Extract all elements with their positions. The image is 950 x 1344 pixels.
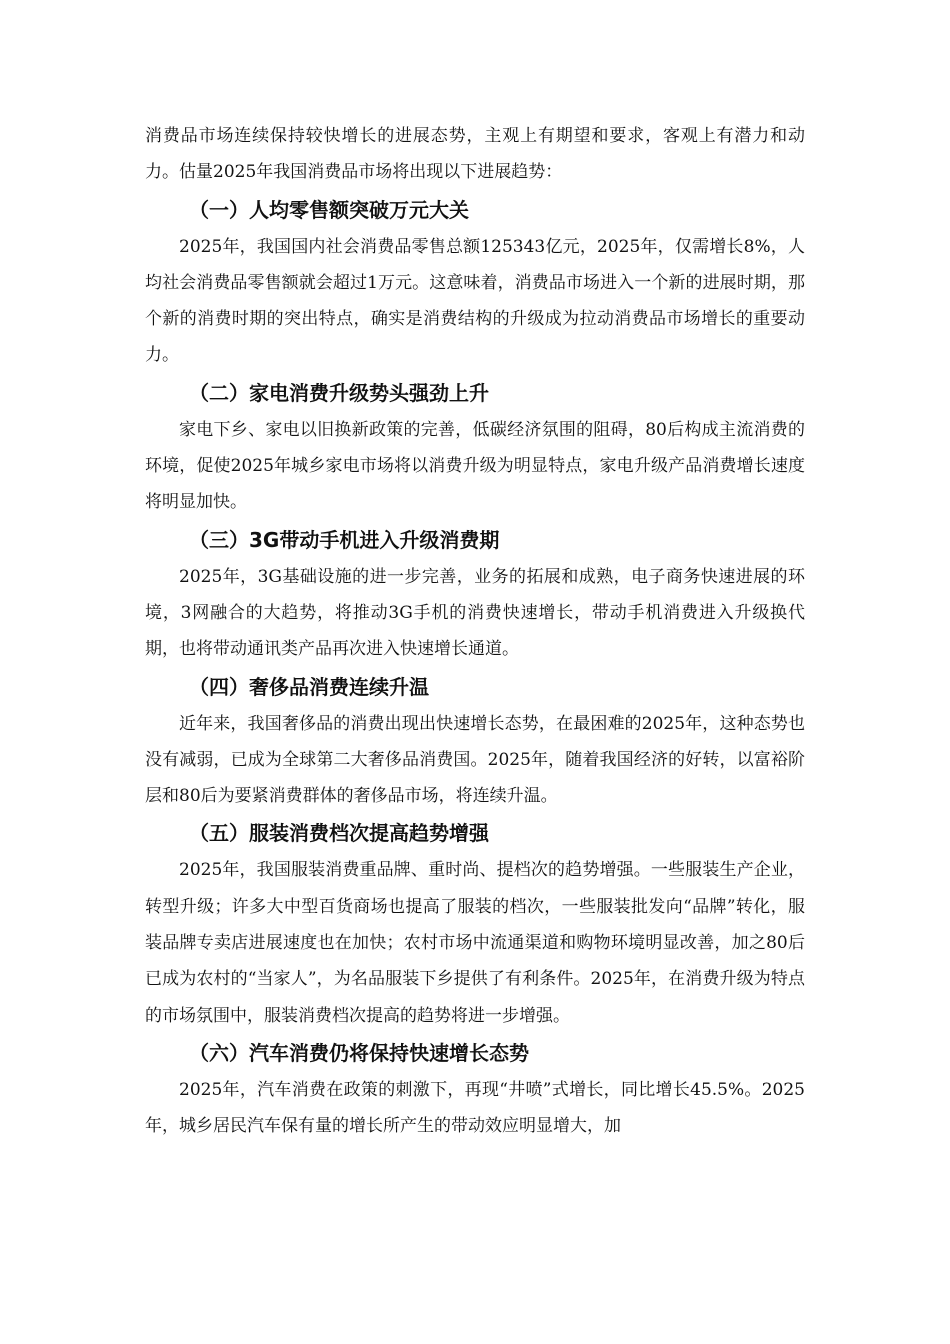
section-heading-3: （三）3G带动手机进入升级消费期	[189, 527, 500, 552]
section-body-2: 家电下乡、家电以旧换新政策的完善，低碳经济氛围的阻碍，80后构成主流消费的环境，促使2025年城乡家电市场将以消费升级为明显特点，家电升级产品消费增长速度将明显加快。	[145, 419, 805, 513]
section-heading-1: （一）人均零售额突破万元大关	[189, 197, 469, 222]
section-heading-2: （二）家电消费升级势头强劲上升	[189, 380, 489, 405]
section-heading-4: （四）奢侈品消费连续升温	[189, 674, 429, 699]
section-body-4: 近年来，我国奢侈品的消费出现出快速增长态势，在最困难的2025年，这种态势也没有减弱，已成为全球第二大奢侈品消费国。2025年，随着我国经济的好转，以富裕阶层和80后为要紧消费群体的奢侈品市场，将连续升温。	[145, 713, 805, 807]
intro-paragraph: 消费品市场连续保持较快增长的进展态势，主观上有期望和要求，客观上有潜力和动力。估量2025年我国消费品市场将出现以下进展趋势：	[145, 126, 805, 183]
document-page	[145, 118, 805, 1145]
section-heading-5: （五）服装消费档次提高趋势增强	[189, 821, 489, 846]
section-body-5: 2025年，我国服装消费重品牌、重时尚、提档次的趋势增强。一些服装生产企业，转型升级；许多大中型百货商场也提高了服装的档次，一些服装批发向“品牌”转化，服装品牌专卖店进展速度也在加快；农村市场中流通渠道和购物环境明显改善，加之80后已成为农村的“当家人”，为名品服装下乡提供了有利条件。2025年，在消费升级为特点的市场氛围中，服装消费档次提高的趋势将进一步增强。	[145, 860, 805, 1026]
section-body-3: 2025年，3G基础设施的进一步完善，业务的拓展和成熟，电子商务快速进展的环境，3网融合的大趋势，将推动3G手机的消费快速增长，带动手机消费进入升级换代期，也将带动通讯类产品再次进入快速增长通道。	[145, 566, 805, 660]
section-body-1: 2025年，我国国内社会消费品零售总额125343亿元，2025年，仅需增长8%，人均社会消费品零售额就会超过1万元。这意味着，消费品市场进入一个新的进展时期，那个新的消费时期的突出特点，确实是消费结构的升级成为拉动消费品市场增长的重要动力。	[145, 236, 805, 366]
section-heading-6: （六）汽车消费仍将保持快速增长态势	[189, 1040, 529, 1065]
section-body-6: 2025年，汽车消费在政策的刺激下，再现“井喷”式增长，同比增长45.5%。2025年，城乡居民汽车保有量的增长所产生的带动效应明显增大，加	[145, 1079, 805, 1137]
